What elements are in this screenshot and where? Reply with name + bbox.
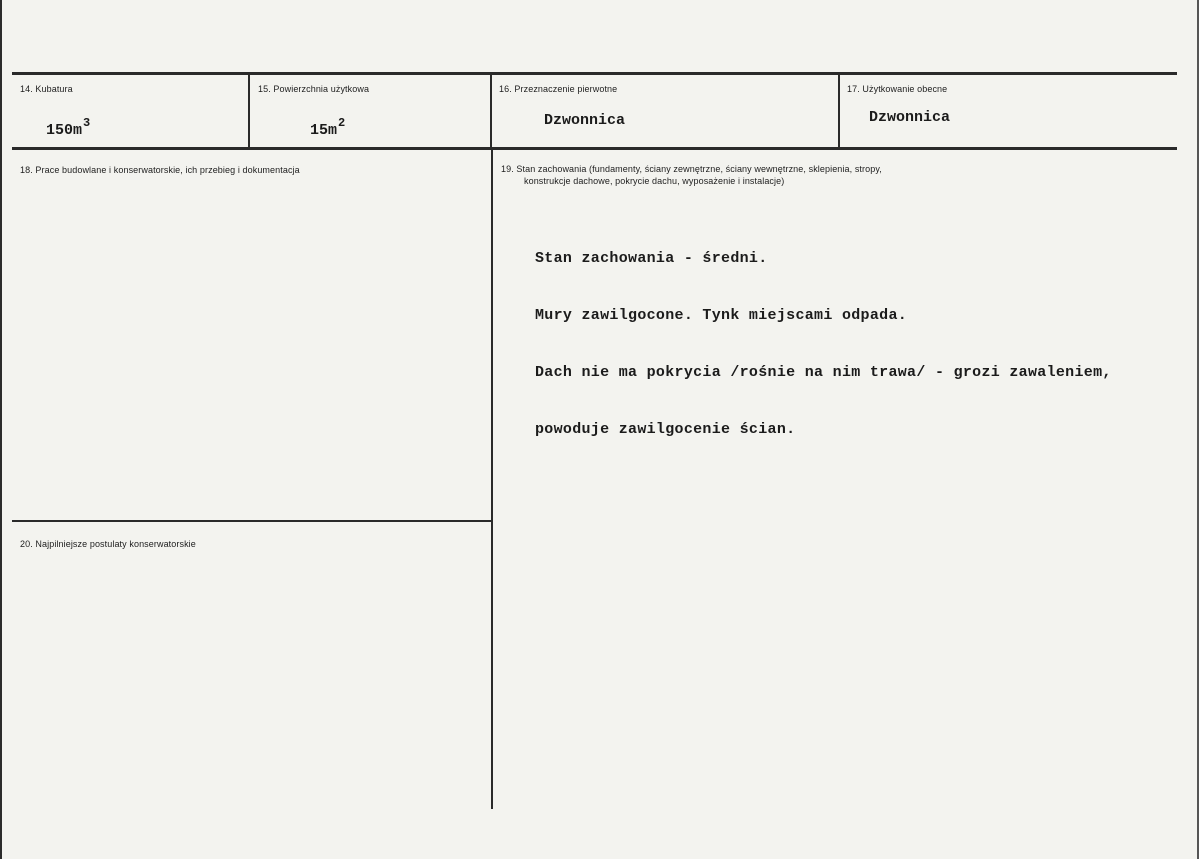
section-18-20-rule <box>12 520 492 522</box>
field-15-label: 15. Powierzchnia użytkowa <box>258 84 370 94</box>
field-19-label-line2: konstrukcje dachowe, pokrycie dachu, wyposażenie i instalacje) <box>524 176 785 186</box>
divider-16-17 <box>838 74 840 148</box>
field-14-unit-exponent: 3 <box>83 116 91 130</box>
field-14-value <box>46 116 90 139</box>
divider-15-16 <box>490 74 492 148</box>
divider-main <box>491 149 493 809</box>
field-19-label-line1: 19. Stan zachowania (fundamenty, ściany zewnętrzne, ściany wewnętrzne, sklepienia, stropy, <box>501 164 882 174</box>
top-rule <box>12 72 1177 75</box>
field-19-line: Stan zachowania - średni. <box>535 250 768 267</box>
field-17-value: Dzwonnica <box>869 109 951 126</box>
field-16-label: 16. Przeznaczenie pierwotne <box>499 84 618 94</box>
field-14-number: 150m <box>46 122 83 139</box>
field-20-label: 20. Najpilniejsze postulaty konserwatorskie <box>20 539 196 549</box>
field-19-line: Dach nie ma pokrycia /rośnie na nim trawa/ - grozi zawaleniem, <box>535 364 1112 381</box>
fields-row-rule <box>12 147 1177 150</box>
field-19-typed-text <box>535 211 1112 477</box>
field-15-unit-exponent: 2 <box>338 116 346 130</box>
field-18-label: 18. Prace budowlane i konserwatorskie, ich przebieg i dokumentacja <box>20 165 300 175</box>
field-15-number: 15m <box>310 122 338 139</box>
field-15-value <box>310 116 345 139</box>
field-14-label: 14. Kubatura <box>20 84 73 94</box>
field-17-label: 17. Użytkowanie obecne <box>847 84 948 94</box>
field-19-line: powoduje zawilgocenie ścian. <box>535 421 796 438</box>
field-16-value: Dzwonnica <box>544 112 626 129</box>
field-19-line: Mury zawilgocone. Tynk miejscami odpada. <box>535 307 908 324</box>
divider-14-15 <box>248 74 250 148</box>
